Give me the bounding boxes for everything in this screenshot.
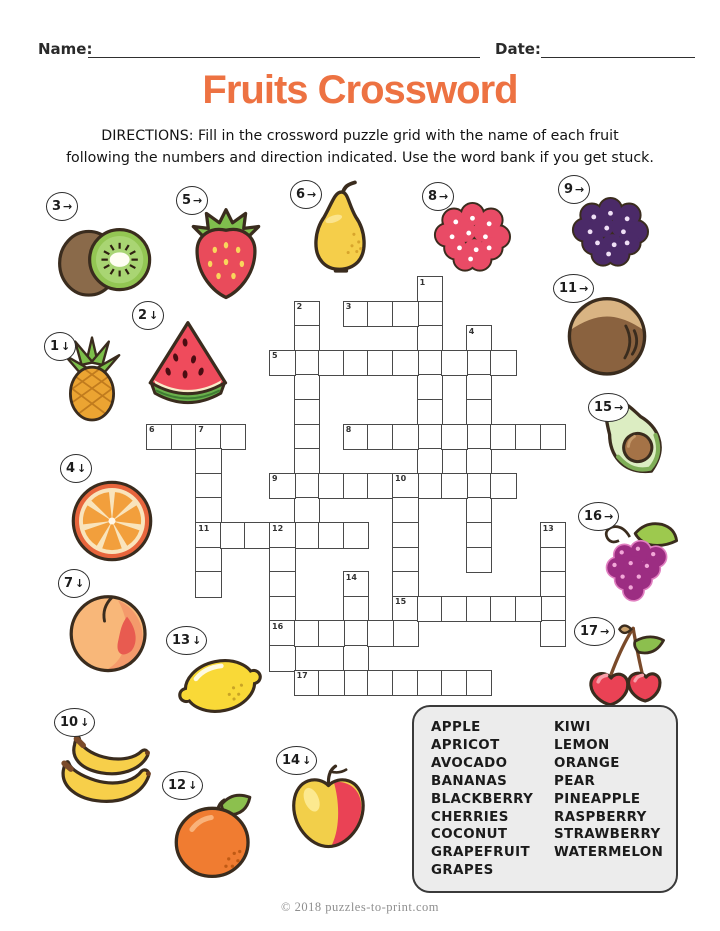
grapefruit-icon [68, 476, 156, 566]
cell-number: 5 [272, 351, 278, 361]
directions-line-2: following the numbers and direction indicated. Use the word bank if you get stuck. [66, 149, 654, 166]
cell-number: 6 [149, 425, 155, 435]
crossword-cell[interactable] [270, 572, 295, 597]
crossword-cell[interactable] [418, 326, 443, 351]
word-bank-word: GRAPEFRUIT [431, 845, 531, 861]
arrow-down-icon: ↓ [188, 779, 198, 792]
crossword-cell[interactable] [295, 302, 320, 327]
fruit-strawberry [184, 206, 268, 304]
word-bank-word: RASPBERRY [554, 809, 647, 825]
crossword-cell[interactable] [541, 548, 566, 573]
word-bank-word: ORANGE [554, 755, 620, 771]
arrow-right-icon: → [579, 282, 589, 295]
clue-label-2 [132, 301, 164, 330]
crossword-cell[interactable] [221, 425, 246, 450]
crossword-cell[interactable] [467, 548, 492, 573]
arrow-down-icon: ↓ [192, 634, 202, 647]
cell-number: 11 [198, 523, 210, 533]
arrow-down-icon: ↓ [61, 340, 71, 353]
clue-number: 12 [168, 778, 187, 793]
arrow-down-icon: ↓ [77, 462, 87, 475]
word-bank-word: BANANAS [431, 773, 508, 789]
crossword-cell[interactable] [245, 523, 270, 548]
cell-number: 3 [345, 302, 352, 312]
word-bank-word: APPLE [431, 720, 481, 735]
cell-number: 16 [272, 621, 284, 631]
crossword-cell[interactable] [344, 646, 369, 671]
crossword-cell[interactable] [368, 425, 393, 450]
cell-number: 9 [272, 474, 278, 484]
crossword-cell[interactable] [418, 449, 443, 474]
cell-number: 4 [468, 326, 475, 336]
arrow-right-icon: → [439, 190, 449, 203]
clue-label-3 [46, 192, 78, 221]
arrow-down-icon: ↓ [149, 309, 159, 322]
clue-number: 4 [66, 461, 76, 476]
clue-label-12 [162, 771, 203, 800]
clue-number: 17 [580, 624, 599, 639]
crossword-cell[interactable] [541, 523, 566, 548]
word-bank-word: BLACKBERRY [431, 791, 534, 807]
word-bank-word: COCONUT [431, 827, 508, 843]
crossword-cell[interactable] [270, 646, 295, 671]
cell-number: 1 [419, 277, 426, 287]
clue-number: 15 [594, 400, 613, 415]
arrow-down-icon: ↓ [302, 754, 312, 767]
fruit-apricot [64, 584, 154, 678]
crossword-cell[interactable] [270, 351, 295, 376]
word-bank-word: KIWI [554, 720, 591, 735]
clue-number: 3 [52, 199, 62, 214]
clue-number: 10 [60, 715, 79, 730]
clue-number: 16 [584, 509, 603, 524]
lemon-icon [174, 642, 266, 730]
crossword-cell[interactable] [418, 351, 443, 376]
crossword-cell[interactable] [295, 351, 320, 376]
crossword-cell[interactable] [491, 351, 516, 376]
crossword-cell[interactable] [368, 671, 393, 696]
crossword-cell[interactable] [467, 351, 492, 376]
copyright-text: © 2018 puzzles-to-print.com [280, 900, 440, 914]
name-label: Name: [38, 40, 93, 58]
crossword-cell[interactable] [393, 671, 418, 696]
clue-number: 7 [64, 576, 74, 591]
crossword-cell[interactable] [196, 449, 221, 474]
clue-number: 5 [182, 193, 192, 208]
arrow-right-icon: → [604, 510, 614, 523]
crossword-cell[interactable] [516, 425, 541, 450]
word-bank-word: LEMON [554, 737, 610, 753]
crossword-cell[interactable] [442, 671, 467, 696]
crossword-cell[interactable] [418, 277, 443, 302]
arrow-right-icon: → [600, 625, 610, 638]
crossword-cell[interactable] [196, 523, 221, 548]
crossword-cell[interactable] [295, 498, 320, 523]
apricot-icon [64, 584, 154, 678]
crossword-cell[interactable] [196, 572, 221, 597]
cell-number: 13 [542, 523, 554, 533]
kiwi-icon [56, 216, 156, 306]
crossword-cell[interactable] [270, 474, 295, 499]
arrow-right-icon: → [63, 200, 73, 213]
crossword-cell[interactable] [393, 474, 418, 499]
cell-number: 14 [345, 572, 357, 582]
crossword-cell[interactable] [418, 400, 443, 425]
directions-line-1: DIRECTIONS: Fill in the crossword puzzle grid with the name of each fruit [101, 128, 619, 144]
clue-label-5 [176, 186, 208, 215]
clue-number: 11 [559, 281, 578, 296]
crossword-cell[interactable] [393, 425, 418, 450]
crossword-cell[interactable] [270, 597, 295, 622]
crossword-cell[interactable] [295, 449, 320, 474]
crossword-cell[interactable] [393, 498, 418, 523]
crossword-cell[interactable] [319, 474, 344, 499]
crossword-cell[interactable] [344, 572, 369, 597]
crossword-cell[interactable] [344, 302, 369, 327]
crossword-cell[interactable] [541, 597, 566, 622]
arrow-right-icon: → [307, 188, 317, 201]
clue-number: 6 [296, 187, 306, 202]
clue-number: 9 [564, 182, 574, 197]
crossword-cell[interactable] [196, 498, 221, 523]
crossword-cell[interactable] [467, 326, 492, 351]
word-bank-word: CHERRIES [431, 809, 509, 825]
date-label: Date: [495, 40, 541, 58]
crossword-cell[interactable] [295, 400, 320, 425]
crossword-cell[interactable] [295, 425, 320, 450]
crossword-cell[interactable] [393, 621, 418, 646]
crossword-cell[interactable] [344, 597, 369, 622]
clue-label-1 [44, 332, 76, 361]
crossword-cell[interactable] [196, 474, 221, 499]
crossword-cell[interactable] [418, 425, 443, 450]
arrow-down-icon: ↓ [75, 577, 85, 590]
crossword-cell[interactable] [467, 449, 492, 474]
word-bank [412, 705, 678, 893]
bananas-icon [50, 722, 156, 816]
crossword-cell[interactable] [418, 302, 443, 327]
clue-label-4 [60, 454, 92, 483]
fruit-watermelon [138, 318, 234, 412]
arrow-right-icon: → [614, 401, 624, 414]
orange-icon [168, 788, 260, 882]
crossword-cell[interactable] [442, 351, 467, 376]
watermelon-icon [138, 318, 234, 412]
crossword-cell[interactable] [344, 671, 369, 696]
crossword-cell[interactable] [393, 597, 418, 622]
crossword-cell[interactable] [147, 425, 172, 450]
arrow-down-icon: ↓ [80, 716, 90, 729]
crossword-cell[interactable] [393, 523, 418, 548]
crossword-cell[interactable] [393, 548, 418, 573]
cell-number: 12 [272, 523, 284, 533]
crossword-cell[interactable] [344, 474, 369, 499]
word-bank-word: WATERMELON [554, 845, 664, 861]
crossword-cell[interactable] [368, 621, 393, 646]
crossword-cell[interactable] [491, 425, 516, 450]
word-bank-word: PEAR [554, 773, 596, 789]
clue-label-8 [422, 182, 454, 211]
crossword-cell[interactable] [491, 474, 516, 499]
crossword-cell[interactable] [319, 621, 344, 646]
crossword-cell[interactable] [467, 498, 492, 523]
crossword-cell[interactable] [221, 523, 246, 548]
crossword-cell[interactable] [541, 621, 566, 646]
crossword-cell[interactable] [368, 351, 393, 376]
clue-label-9 [558, 175, 590, 204]
crossword-cell[interactable] [418, 671, 443, 696]
crossword-cell[interactable] [344, 523, 369, 548]
crossword-cell[interactable] [319, 523, 344, 548]
crossword-cell[interactable] [295, 474, 320, 499]
clue-number: 2 [138, 308, 148, 323]
page-title: Fruits Crossword [202, 68, 518, 112]
crossword-cell[interactable] [393, 351, 418, 376]
fruit-grapefruit [68, 476, 156, 566]
clue-label-17 [574, 617, 615, 646]
crossword-cell[interactable] [467, 597, 492, 622]
crossword-cell[interactable] [270, 548, 295, 573]
crossword-cell[interactable] [368, 302, 393, 327]
cell-number: 7 [198, 425, 204, 435]
cell-number: 2 [296, 302, 303, 312]
cell-number: 15 [395, 597, 407, 607]
fruit-bananas [50, 722, 156, 816]
directions-text [50, 126, 670, 169]
crossword-cell[interactable] [442, 474, 467, 499]
crossword-cell[interactable] [467, 400, 492, 425]
crossword-cell[interactable] [344, 425, 369, 450]
clue-label-14 [276, 746, 317, 775]
word-bank-word: APRICOT [431, 737, 500, 753]
word-bank-word: PINEAPPLE [554, 791, 641, 807]
cell-number: 10 [395, 474, 407, 484]
crossword-cell[interactable] [467, 375, 492, 400]
crossword-cell[interactable] [418, 474, 443, 499]
crossword-cell[interactable] [516, 597, 541, 622]
clue-label-16 [578, 502, 619, 531]
crossword-cell[interactable] [196, 425, 221, 450]
clue-label-13 [166, 626, 207, 655]
crossword-cell[interactable] [270, 523, 295, 548]
clue-number: 1 [50, 339, 60, 354]
crossword-cell[interactable] [368, 474, 393, 499]
crossword-cell[interactable] [418, 375, 443, 400]
clue-label-11 [553, 274, 594, 303]
crossword-cell[interactable] [295, 326, 320, 351]
crossword-cell[interactable] [393, 572, 418, 597]
clue-number: 8 [428, 189, 438, 204]
crossword-cell[interactable] [467, 523, 492, 548]
crossword-cell[interactable] [467, 425, 492, 450]
word-bank-word: AVOCADO [431, 755, 508, 771]
crossword-cell[interactable] [172, 425, 197, 450]
crossword-cell[interactable] [541, 425, 566, 450]
clue-number: 14 [282, 753, 301, 768]
crossword-cell[interactable] [418, 597, 443, 622]
crossword-cell[interactable] [344, 351, 369, 376]
crossword-cell[interactable] [442, 597, 467, 622]
crossword-cell[interactable] [295, 375, 320, 400]
crossword-cell[interactable] [541, 572, 566, 597]
crossword-cell[interactable] [196, 548, 221, 573]
word-bank-word: STRAWBERRY [554, 827, 661, 843]
fruit-orange [168, 788, 260, 882]
word-bank-column-2 [554, 719, 663, 862]
arrow-right-icon: → [575, 183, 585, 196]
crossword-cell[interactable] [295, 621, 320, 646]
cell-number: 17 [296, 671, 308, 681]
clue-label-7 [58, 569, 90, 598]
crossword-cell[interactable] [319, 671, 344, 696]
crossword-cell[interactable] [442, 425, 467, 450]
crossword-cell[interactable] [491, 597, 516, 622]
clue-label-10 [54, 708, 95, 737]
clue-label-15 [588, 393, 629, 422]
date-input-line[interactable] [541, 41, 695, 58]
crossword-cell[interactable] [295, 523, 320, 548]
crossword-cell[interactable] [319, 351, 344, 376]
name-input-line[interactable] [88, 41, 480, 58]
fruit-kiwi [56, 216, 156, 306]
crossword-cell[interactable] [295, 671, 320, 696]
clue-label-6 [290, 180, 322, 209]
strawberry-icon [184, 206, 268, 304]
arrow-right-icon: → [193, 194, 203, 207]
crossword-cell[interactable] [393, 302, 418, 327]
cell-number: 8 [345, 425, 352, 435]
crossword-cell[interactable] [467, 671, 492, 696]
word-bank-column-1 [431, 719, 533, 880]
crossword-cell[interactable] [467, 474, 492, 499]
word-bank-word: GRAPES [431, 863, 494, 879]
crossword-cell[interactable] [344, 621, 369, 646]
clue-number: 13 [172, 633, 191, 648]
fruit-lemon [174, 642, 266, 730]
crossword-cell[interactable] [270, 621, 295, 646]
